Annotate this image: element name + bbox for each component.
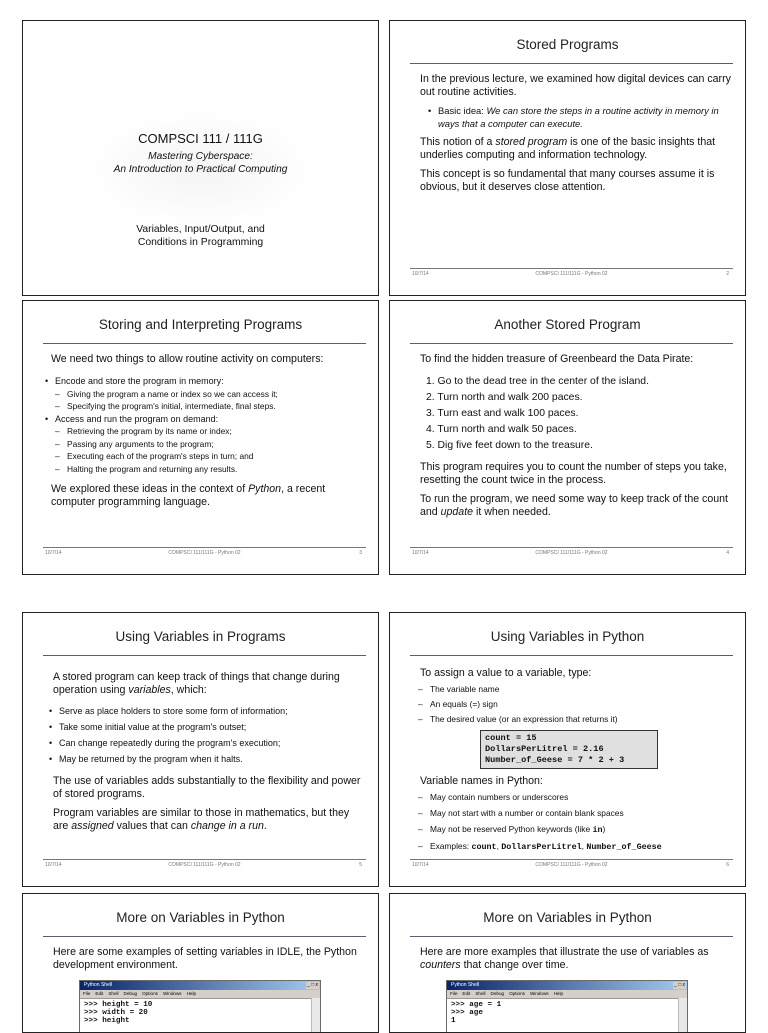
page-number: 6 bbox=[726, 862, 729, 868]
bullet-item: • Access and run the program on demand: bbox=[45, 413, 364, 426]
slide-title bbox=[22, 20, 379, 296]
bullet-item: • May be returned by the program when it halts. bbox=[49, 751, 364, 767]
bullet-item: • Serve as place holders to store some form of information; bbox=[49, 703, 364, 719]
menu-windows[interactable]: Windows bbox=[162, 991, 182, 996]
paragraph bbox=[53, 671, 364, 697]
menu-help[interactable]: Help bbox=[186, 991, 197, 996]
emphasis: Python bbox=[248, 483, 282, 495]
shell-line: >>> height = 10 bbox=[84, 1001, 153, 1009]
example-code: count bbox=[471, 842, 497, 852]
sub-bullet-item: – Halting the program and returning any results. bbox=[45, 463, 364, 476]
slide-more-variables-1 bbox=[22, 893, 379, 1033]
sub-bullet-item: – May contain numbers or underscores bbox=[408, 789, 731, 805]
example-code: DollarsPerLitrel bbox=[501, 842, 582, 852]
paragraph bbox=[420, 136, 731, 162]
sub-bullet-item: – An equals (=) sign bbox=[408, 697, 731, 712]
slide-more-variables-2 bbox=[389, 893, 746, 1033]
sub-bullet-item bbox=[408, 821, 731, 838]
step-item: 2. Turn north and walk 200 paces. bbox=[426, 392, 583, 403]
window-buttons[interactable]: _ □ x bbox=[306, 982, 318, 988]
paragraph bbox=[420, 946, 731, 972]
menu-help[interactable]: Help bbox=[553, 991, 564, 996]
menu-debug[interactable]: Debug bbox=[490, 991, 505, 996]
bullet-item: • Take some initial value at the program's outset; bbox=[49, 719, 364, 735]
footer-course: COMPSCI 111/111G - Python 02 bbox=[535, 550, 608, 556]
text-span: values that can bbox=[113, 820, 191, 832]
menu-options[interactable]: Options bbox=[142, 991, 158, 996]
slide-footer bbox=[43, 859, 366, 870]
slide-storing-interpreting bbox=[22, 300, 379, 575]
footer-course: COMPSCI 111/111G - Python 02 bbox=[535, 271, 608, 277]
heading-rule bbox=[410, 63, 733, 64]
slide-heading: More on Variables in Python bbox=[483, 910, 652, 925]
text-span: ) bbox=[602, 824, 606, 834]
step-item: 4. Turn north and walk 50 paces. bbox=[426, 424, 577, 435]
slide-heading: Using Variables in Programs bbox=[115, 629, 286, 644]
emphasis: update bbox=[440, 506, 474, 518]
sub-bullet-item: – Specifying the program's initial, intermediate, final steps. bbox=[45, 400, 364, 413]
text-span: Here are more examples that illustrate the use of variables as bbox=[420, 946, 709, 958]
footer-course: COMPSCI 111/111G - Python 02 bbox=[535, 862, 608, 868]
slide-heading: Storing and Interpreting Programs bbox=[98, 317, 303, 332]
paragraph bbox=[420, 493, 731, 519]
code-line: Number_of_Geese = 7 * 2 + 3 bbox=[485, 755, 625, 765]
menu-edit[interactable]: Edit bbox=[462, 991, 471, 996]
paragraph: To assign a value to a variable, type: bbox=[420, 667, 592, 679]
slide-footer bbox=[410, 268, 733, 279]
text-span: We explored these ideas in the context of bbox=[51, 483, 249, 495]
heading-rule bbox=[410, 343, 733, 344]
menu-debug[interactable]: Debug bbox=[123, 991, 138, 996]
heading-rule bbox=[43, 936, 366, 937]
paragraph bbox=[53, 807, 364, 833]
page-number: 3 bbox=[359, 550, 362, 556]
shell-line: 1 bbox=[451, 1017, 456, 1026]
shell-output bbox=[447, 999, 687, 1028]
heading-rule bbox=[43, 655, 366, 656]
shell-line: >>> width = 20 bbox=[84, 1009, 148, 1018]
bullet-lead: Basic idea: bbox=[438, 105, 487, 116]
text-span: , bbox=[581, 841, 587, 851]
code-line: count = 15 bbox=[485, 733, 537, 743]
menu-file[interactable]: File bbox=[83, 991, 91, 996]
text-span: Program variables are similar to those in mathematics, but they are bbox=[53, 807, 350, 832]
paragraph: This program requires you to count the number of steps you take, resetting the count twice in the process. bbox=[420, 461, 727, 486]
page-number: 5 bbox=[359, 862, 362, 868]
slide-heading: Another Stored Program bbox=[494, 317, 641, 332]
emphasis: counters bbox=[420, 959, 461, 971]
slide-heading: More on Variables in Python bbox=[116, 910, 285, 925]
heading-rule bbox=[410, 936, 733, 937]
text-span: May not be reserved Python keywords (like bbox=[430, 824, 593, 834]
idle-shell-window bbox=[79, 980, 321, 1033]
paragraph bbox=[51, 483, 364, 509]
course-subtitle-2: An Introduction to Practical Computing bbox=[113, 164, 288, 175]
code-line: DollarsPerLitrel = 2.16 bbox=[485, 744, 604, 754]
text-span: , bbox=[496, 841, 502, 851]
bullet-item: • Can change repeatedly during the program's execution; bbox=[49, 735, 364, 751]
paragraph: To find the hidden treasure of Greenbeard the Data Pirate: bbox=[420, 353, 694, 365]
slide-footer bbox=[410, 547, 733, 558]
sub-bullet-item: – Executing each of the program's steps in turn; and bbox=[45, 450, 364, 463]
heading-rule bbox=[410, 655, 733, 656]
shell-line: >>> age = 1 bbox=[451, 1001, 502, 1009]
text-span: To run the program, we need some way to keep track of the count and bbox=[420, 493, 728, 518]
paragraph: The use of variables adds substantially to the flexibility and power of stored programs. bbox=[53, 775, 361, 800]
paragraph: Variable names in Python: bbox=[420, 775, 543, 787]
footer-date: 10/7/14 bbox=[45, 862, 62, 868]
sub-bullet-item: – Passing any arguments to the program; bbox=[45, 438, 364, 451]
heading-rule bbox=[43, 343, 366, 344]
slide-heading: Stored Programs bbox=[516, 37, 619, 52]
shell-line: >>> height bbox=[84, 1017, 130, 1026]
sub-bullet-item: – May not start with a number or contain blank spaces bbox=[408, 805, 731, 821]
text-span: This notion of a bbox=[420, 136, 496, 148]
text-span: Examples: bbox=[430, 841, 472, 851]
idle-title-bar bbox=[447, 981, 687, 990]
bullet-item: • Encode and store the program in memory: bbox=[45, 375, 364, 388]
paragraph: Here are some examples of setting variables in IDLE, the Python development environment. bbox=[53, 946, 357, 971]
footer-date: 10/7/14 bbox=[412, 862, 429, 868]
menu-options[interactable]: Options bbox=[509, 991, 525, 996]
idle-title-bar bbox=[80, 981, 320, 990]
slide-using-variables-python bbox=[389, 612, 746, 887]
shell-line: >>> age bbox=[451, 1009, 483, 1018]
window-title: Python Shell bbox=[84, 982, 113, 988]
emphasis: change in a run bbox=[190, 820, 264, 832]
slide-using-variables-programs bbox=[22, 612, 379, 887]
sub-bullet-item: – Retrieving the program by its name or index; bbox=[45, 425, 364, 438]
idle-menu-bar bbox=[80, 990, 320, 999]
paragraph: In the previous lecture, we examined how digital devices can carry out routine activities. bbox=[420, 73, 731, 98]
topic-line-2: Conditions in Programming bbox=[137, 237, 264, 248]
paragraph: We need two things to allow routine activity on computers: bbox=[51, 353, 324, 365]
menu-windows[interactable]: Windows bbox=[529, 991, 549, 996]
emphasis: assigned bbox=[71, 820, 114, 832]
idle-menu-bar bbox=[447, 990, 687, 999]
slide-another-stored-program bbox=[389, 300, 746, 575]
topic-line-1: Variables, Input/Output, and bbox=[136, 224, 265, 235]
step-item: 3. Turn east and walk 100 paces. bbox=[426, 408, 579, 419]
footer-date: 10/7/14 bbox=[45, 550, 62, 556]
text-span: that change over time. bbox=[460, 959, 569, 971]
sub-bullet-item bbox=[408, 838, 731, 855]
text-span: . bbox=[263, 820, 267, 832]
scrollbar[interactable] bbox=[311, 998, 320, 1033]
text-span: is one of the basic insights that underlies computing and information technology. bbox=[420, 136, 716, 161]
slide-stored-programs bbox=[389, 20, 746, 296]
sub-bullet-item: – The desired value (or an expression that returns it) bbox=[408, 712, 731, 727]
bullet-emphasis: We can store the steps in a routine activity in memory in ways that a computer can execute. bbox=[438, 105, 719, 129]
text-span: A stored program can keep track of things that change during operation using bbox=[53, 671, 340, 696]
sub-bullet-item: – Giving the program a name or index so we can access it; bbox=[45, 388, 364, 401]
shell-output bbox=[80, 999, 320, 1028]
scrollbar[interactable] bbox=[678, 998, 687, 1033]
menu-edit[interactable]: Edit bbox=[95, 991, 104, 996]
keyword-code: in bbox=[592, 825, 603, 835]
code-sample-box bbox=[480, 730, 658, 769]
text-span: it when needed. bbox=[473, 506, 551, 518]
emphasis: stored program bbox=[495, 136, 568, 148]
window-buttons[interactable]: _ □ x bbox=[673, 982, 685, 988]
example-code: Number_of_Geese bbox=[586, 842, 662, 852]
menu-shell[interactable]: Shell bbox=[108, 991, 119, 996]
sub-bullet-item: – The variable name bbox=[408, 682, 731, 697]
idle-shell-window bbox=[446, 980, 688, 1033]
slide-footer bbox=[43, 547, 366, 558]
course-title: COMPSCI 111 / 111G bbox=[138, 131, 263, 146]
emphasis: variables bbox=[128, 684, 171, 696]
text-span: , a recent computer programming language. bbox=[51, 483, 326, 508]
window-title: Python Shell bbox=[451, 982, 480, 988]
menu-shell[interactable]: Shell bbox=[475, 991, 486, 996]
footer-course: COMPSCI 111/111G - Python 02 bbox=[168, 550, 241, 556]
menu-file[interactable]: File bbox=[450, 991, 458, 996]
page-number: 4 bbox=[726, 550, 729, 556]
course-subtitle-1: Mastering Cyberspace: bbox=[148, 151, 253, 162]
footer-course: COMPSCI 111/111G - Python 02 bbox=[168, 862, 241, 868]
footer-date: 10/7/14 bbox=[412, 271, 429, 277]
page-number: 2 bbox=[726, 271, 729, 277]
bullet-item bbox=[426, 105, 731, 130]
text-span: , which: bbox=[170, 684, 207, 696]
slide-heading: Using Variables in Python bbox=[490, 629, 645, 644]
footer-date: 10/7/14 bbox=[412, 550, 429, 556]
paragraph: This concept is so fundamental that many courses assume it is obvious, but it deserves close attention. bbox=[420, 168, 715, 193]
slide-footer bbox=[410, 859, 733, 870]
step-item: 1. Go to the dead tree in the center of the island. bbox=[426, 376, 649, 387]
step-item: 5. Dig five feet down to the treasure. bbox=[426, 440, 593, 451]
